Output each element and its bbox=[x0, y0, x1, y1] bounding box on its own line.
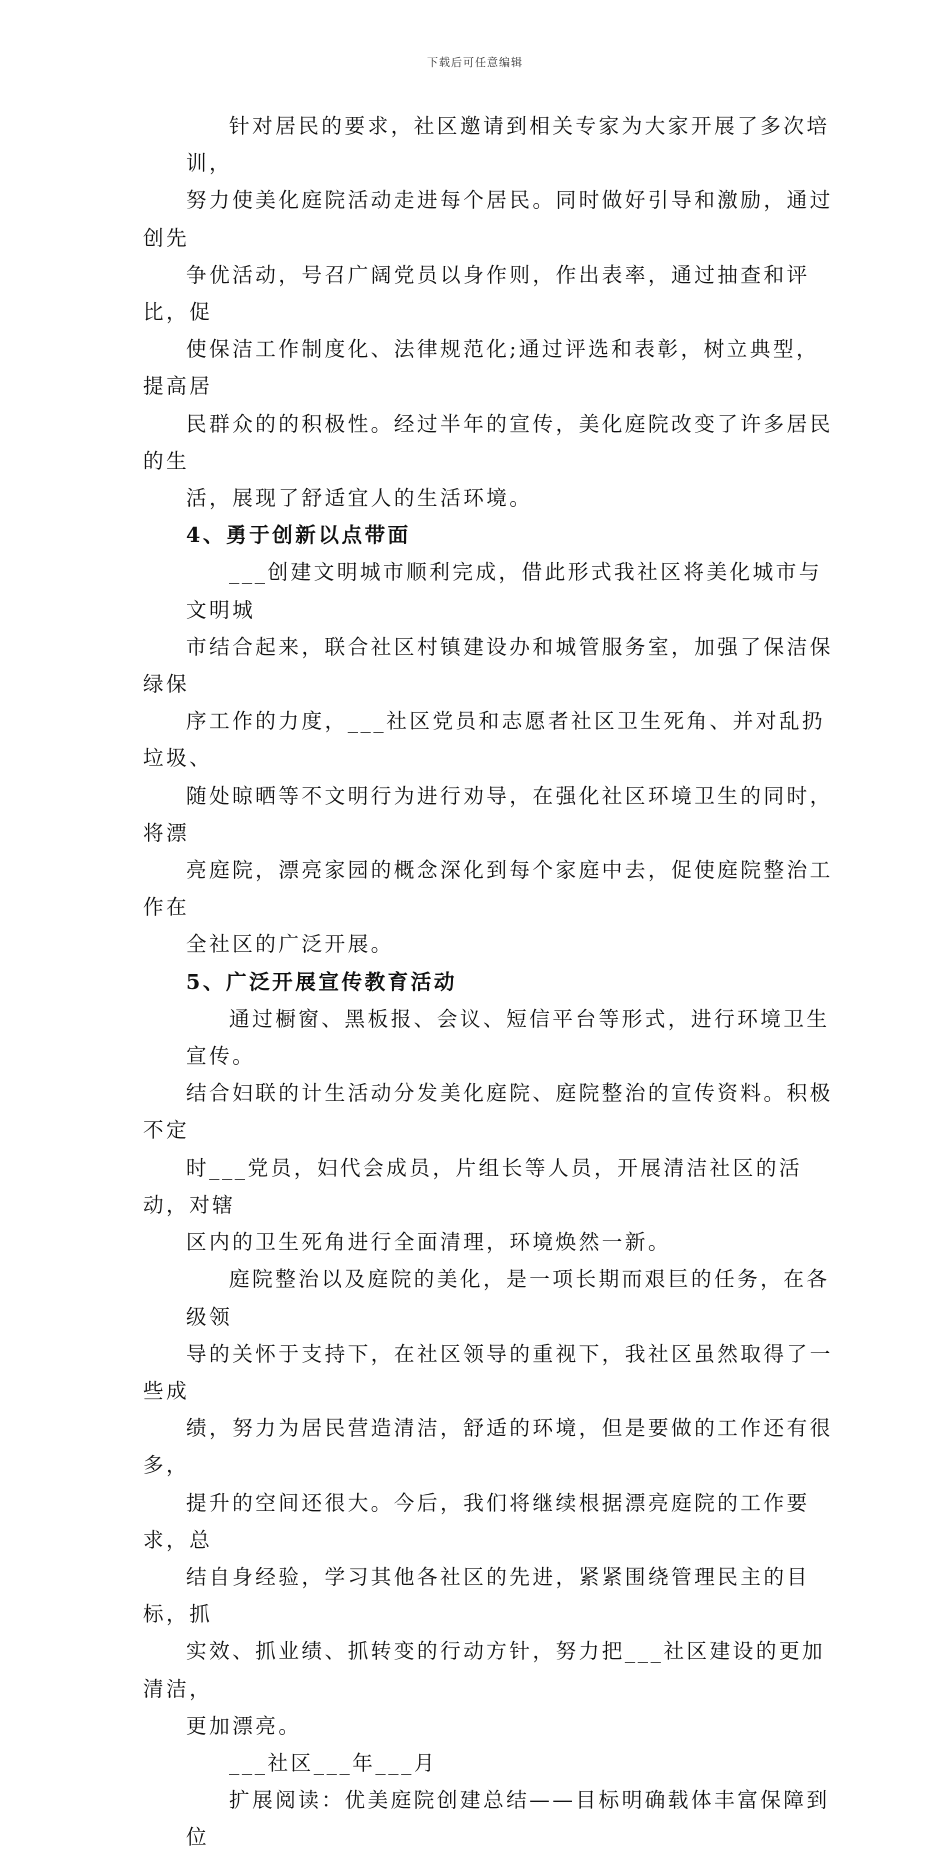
extended-reading bbox=[143, 1782, 833, 1856]
text-line: 针对居民的要求，社区邀请到相关专家为大家开展了多次培训， bbox=[186, 114, 830, 176]
text-line: 随处晾晒等不文明行为进行劝导，在强化社区环境卫生的同时，将漂 bbox=[143, 783, 833, 845]
text-line: 全社区的广泛开展。 bbox=[186, 932, 394, 957]
paragraph-publicity bbox=[143, 1001, 833, 1261]
text-line: 结合妇联的计生活动分发美化庭院、庭院整治的宣传资料。积极不定 bbox=[143, 1081, 833, 1143]
text-line: 民群众的的积极性。经过半年的宣传，美化庭院改变了许多居民的生 bbox=[143, 411, 833, 473]
text-line: 导的关怀于支持下，在社区领导的重视下，我社区虽然取得了一些成 bbox=[143, 1341, 833, 1403]
document-body bbox=[143, 108, 833, 1857]
text-line: ___创建文明城市顺利完成，借此形式我社区将美化城市与文明城 bbox=[186, 560, 822, 622]
text-line: 序工作的力度，___社区党员和志愿者社区卫生死角、并对乱扔垃圾、 bbox=[143, 709, 826, 771]
paragraph-conclusion bbox=[143, 1261, 833, 1745]
text-line: 使保洁工作制度化、法律规范化;通过评选和表彰，树立典型，提高居 bbox=[143, 337, 820, 399]
text-line: 区内的卫生死角进行全面清理，环境焕然一新。 bbox=[186, 1230, 672, 1255]
text-line: 努力使美化庭院活动走进每个居民。同时做好引导和激励，通过创先 bbox=[143, 188, 833, 250]
section-heading-5: 5、广泛开展宣传教育活动 bbox=[186, 969, 457, 994]
section-heading-4: 4、勇于创新以点带面 bbox=[186, 523, 411, 548]
paragraph-innovation bbox=[143, 554, 833, 963]
paragraph-training bbox=[143, 108, 833, 517]
text-line: 市结合起来，联合社区村镇建设办和城管服务室，加强了保洁保绿保 bbox=[143, 634, 833, 697]
signature-line bbox=[143, 1745, 833, 1782]
text-line: 庭院整治以及庭院的美化，是一项长期而艰巨的任务，在各级领 bbox=[186, 1267, 830, 1329]
text-line: 实效、抓业绩、抓转变的行动方针，努力把___社区建设的更加清洁， bbox=[143, 1639, 826, 1701]
text-line: 绩，努力为居民营造清洁，舒适的环境，但是要做的工作还有很多， bbox=[143, 1416, 833, 1478]
text-line: 活，展现了舒适宜人的生活环境。 bbox=[186, 486, 533, 511]
extended-reading-text: 扩展阅读：优美庭院创建总结——目标明确载体丰富保障到位 bbox=[186, 1788, 830, 1850]
header-note: 下载后可任意编辑 bbox=[427, 56, 523, 69]
text-line: 通过橱窗、黑板报、会议、短信平台等形式，进行环境卫生宣传。 bbox=[186, 1006, 830, 1069]
text-line: 提升的空间还很大。今后，我们将继续根据漂亮庭院的工作要求，总 bbox=[143, 1490, 810, 1552]
text-line: 亮庭院，漂亮家园的概念深化到每个家庭中去，促使庭院整治工作在 bbox=[143, 858, 833, 920]
signature-text: ___社区___年___月 bbox=[229, 1750, 438, 1775]
text-line: 争优活动，号召广阔党员以身作则，作出表率，通过抽查和评比，促 bbox=[143, 262, 810, 325]
text-line: 结自身经验，学习其他各社区的先进，紧紧围绕管理民主的目标，抓 bbox=[143, 1564, 810, 1627]
text-line: 更加漂亮。 bbox=[186, 1713, 302, 1738]
text-line: 时___党员，妇代会成员，片组长等人员，开展清洁社区的活动，对辖 bbox=[143, 1155, 803, 1217]
